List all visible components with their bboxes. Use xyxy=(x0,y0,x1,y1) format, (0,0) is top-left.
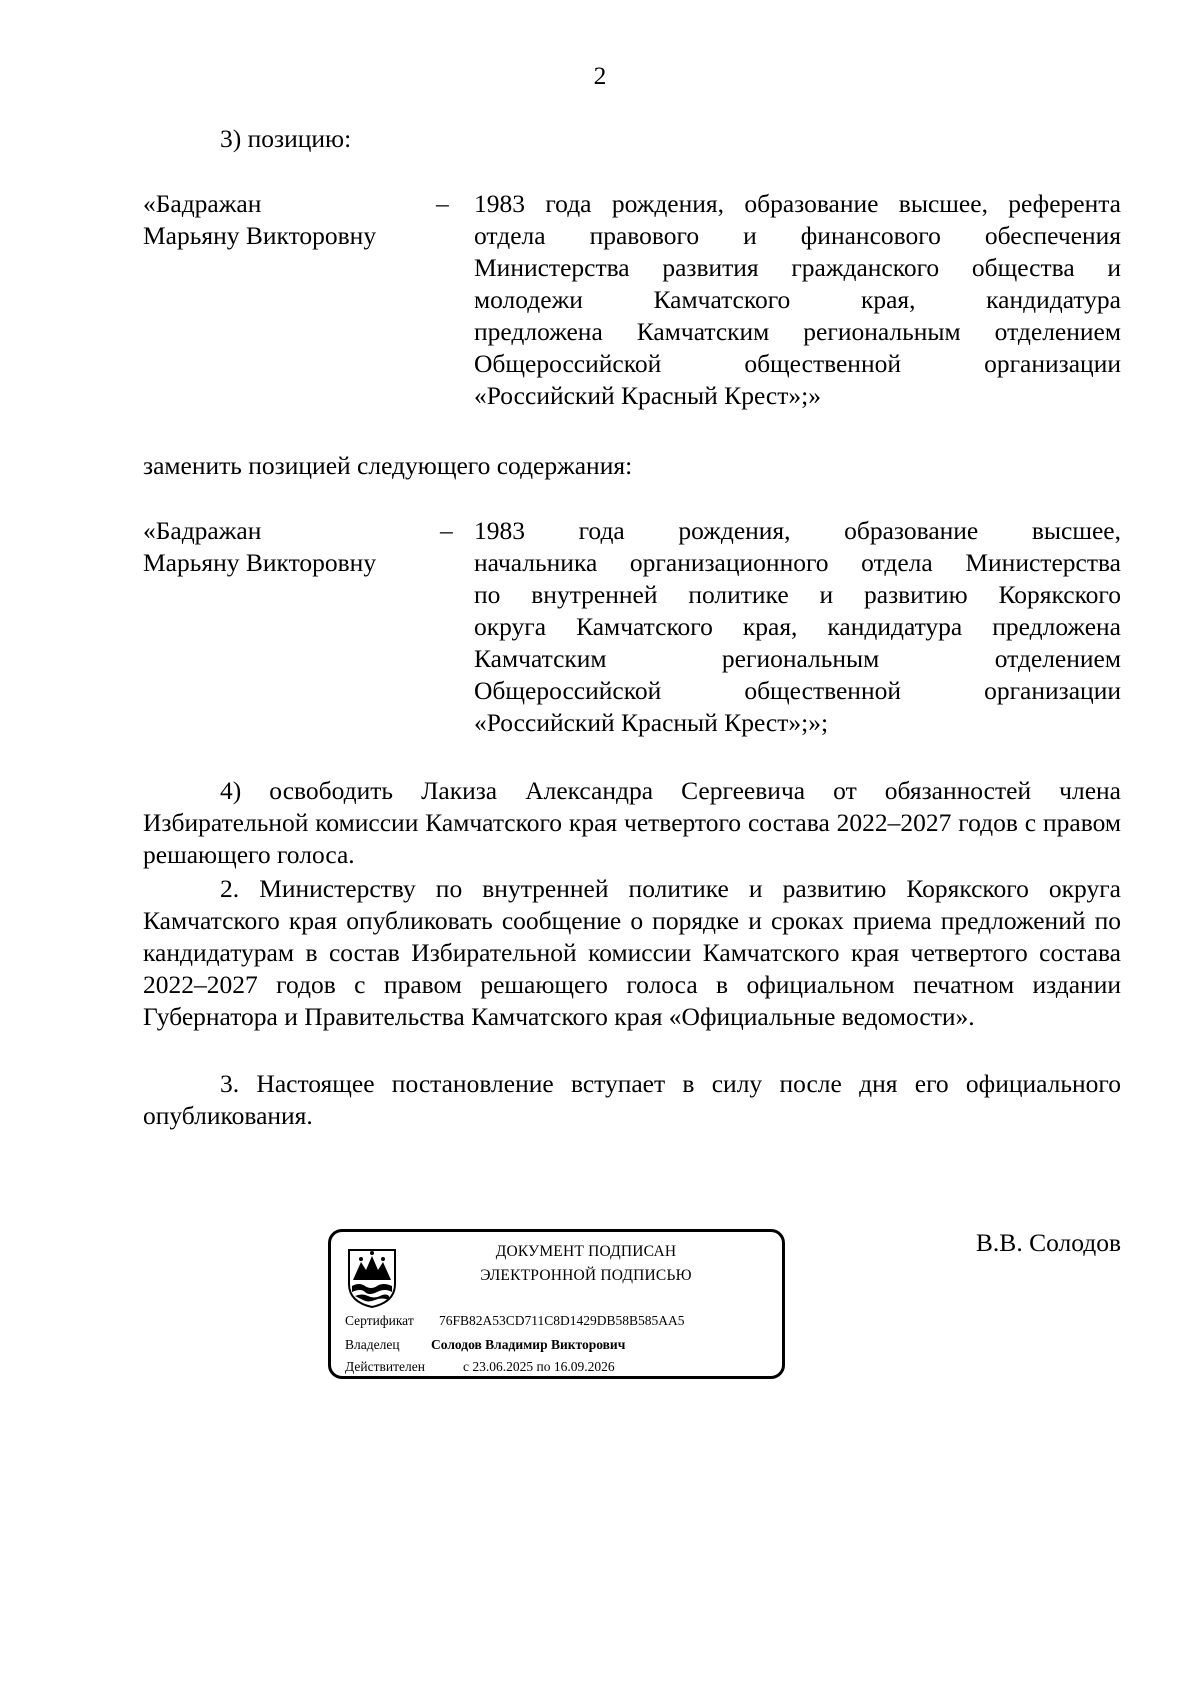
new-entry-name xyxy=(143,515,443,579)
electronic-signature-stamp xyxy=(328,1229,785,1379)
stamp-owner-value: Солодов Владимир Викторович xyxy=(431,1337,626,1352)
old-entry-line: отдела правового и финансового обеспечения xyxy=(474,221,1121,250)
stamp-owner-label: Владелец xyxy=(345,1337,400,1352)
old-entry-line: Общероссийской общественной организации xyxy=(474,349,1121,378)
new-entry-line: по внутренней политике и развитию Корякского xyxy=(474,580,1121,609)
new-entry-line: 1983 года рождения, образование высшее, xyxy=(474,516,1121,545)
new-entry-name-line1: «Бадражан xyxy=(143,516,262,545)
old-entry-body xyxy=(474,188,1121,412)
point2-paragraph: 2. Министерству по внутренней политике и развитию Корякского округа Камчатского края опубликовать сообщение о порядке и сроках приема предложений по кандидатурам в состав Избирательной комиссии Камчатского края четвертого состава 2022–2027 годов с правом решающего голоса в официальном печатном издании Губернатора и Правительства Камчатского края «Официальные ведомости». xyxy=(143,874,1121,1031)
stamp-title-line2: ЭЛЕКТРОННОЙ ПОДПИСЬЮ xyxy=(480,1267,692,1284)
old-entry-dash: – xyxy=(436,189,449,218)
old-entry-line: Министерства развития гражданского общества и xyxy=(474,253,1121,282)
old-entry-line: предложена Камчатским региональным отделением xyxy=(474,317,1121,346)
item3-heading: 3) позицию: xyxy=(220,124,352,153)
new-entry-body xyxy=(474,515,1121,739)
point3-paragraph: 3. Настоящее постановление вступает в силу после дня его официального опубликования. xyxy=(143,1069,1121,1130)
stamp-title-line1: ДОКУМЕНТ ПОДПИСАН xyxy=(495,1243,677,1260)
item4-paragraph: 4) освободить Лакиза Александра Сергеевича от обязанностей члена Избирательной комиссии Камчатского края четвертого состава 2022–2027 годов с правом решающего голоса. xyxy=(143,776,1121,869)
page-number: 2 xyxy=(593,61,607,90)
new-entry-line: начальника организационного отдела Министерства xyxy=(474,548,1121,577)
new-entry-line: Камчатским региональным отделением xyxy=(474,644,1121,673)
stamp-validity-row xyxy=(345,1358,615,1376)
kamchatka-coat-of-arms-icon xyxy=(347,1246,397,1308)
stamp-validity-value: с 23.06.2025 по 16.09.2026 xyxy=(463,1359,615,1374)
stamp-owner-row xyxy=(345,1336,626,1354)
old-entry-line: молодежи Камчатского края, кандидатура xyxy=(474,285,1121,314)
old-entry-name-line2: Марьяну Викторовну xyxy=(143,221,377,250)
new-entry-name-line2: Марьяну Викторовну xyxy=(143,548,377,577)
stamp-certificate-row xyxy=(345,1312,685,1330)
old-entry-name-line1: «Бадражан xyxy=(143,189,262,218)
stamp-certificate-value: 76FB82A53CD711C8D1429DB58B585AA5 xyxy=(439,1313,685,1328)
old-entry-line: 1983 года рождения, образование высшее, референта xyxy=(474,189,1121,218)
signer-name: В.В. Солодов xyxy=(975,1228,1121,1257)
stamp-certificate-label: Сертификат xyxy=(345,1313,414,1328)
new-entry-line: «Российский Красный Крест»;»; xyxy=(474,708,829,737)
new-entry-line: Общероссийской общественной организации xyxy=(474,676,1121,705)
replace-text: заменить позицией следующего содержания: xyxy=(143,451,633,480)
stamp-validity-label: Действителен xyxy=(345,1359,425,1374)
old-entry-name xyxy=(143,188,443,252)
new-entry-line: округа Камчатского края, кандидатура предложена xyxy=(474,612,1121,641)
old-entry-line: «Российский Красный Крест»;» xyxy=(474,381,821,410)
new-entry-dash: – xyxy=(440,516,453,545)
